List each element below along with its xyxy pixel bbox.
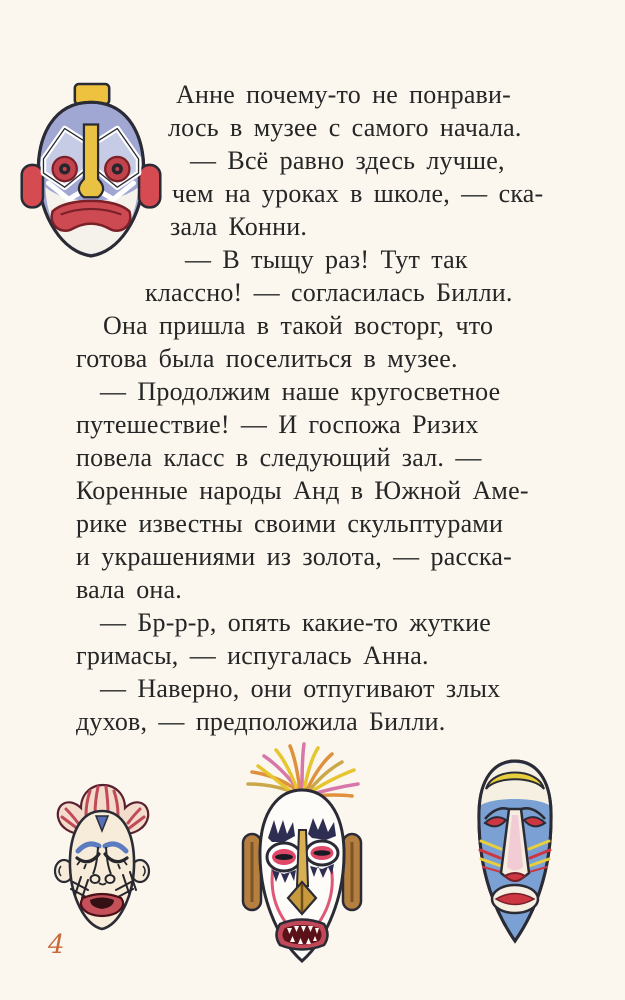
mask-ear-left: [22, 165, 43, 207]
page-number: 4: [48, 930, 65, 960]
blue-oval-mask-illustration: [474, 759, 556, 944]
text-line: зала Конни.: [170, 212, 308, 241]
mask-ear-left: [243, 834, 261, 910]
mask-nose: [297, 830, 308, 886]
text-line: и украшениями из золота, — расска-: [76, 542, 512, 571]
blue-totem-mask-illustration: [20, 82, 162, 260]
text-line: гримасы, — испугалась Анна.: [76, 641, 429, 670]
mask-ear-right: [343, 834, 361, 910]
text-line: классно! — согласилась Билли.: [145, 278, 513, 307]
text-line: — В тыщу раз! Тут так: [185, 245, 468, 274]
text-line: — Наверно, они отпугивают злых: [100, 674, 501, 703]
text-line: духов, — предположила Билли.: [76, 707, 446, 736]
mask-hair-spikes: [248, 744, 358, 796]
text-line: Коренные народы Анд в Южной Аме-: [76, 476, 529, 505]
spiky-hair-mask-illustration: [240, 742, 364, 964]
text-line: чем на уроках в школе, — ска-: [172, 179, 544, 208]
text-line: рике известны своими скульптурами: [76, 509, 504, 538]
text-line: — Всё равно здесь лучше,: [190, 146, 505, 175]
mask-ear-right: [139, 165, 160, 207]
text-line: — Продолжим наше кругосветное: [100, 377, 501, 406]
text-line: — Бр-р-р, опять какие-то жуткие: [100, 608, 491, 637]
text-line: вала она.: [76, 575, 182, 604]
text-line: путешествие! — И госпожа Ризих: [76, 410, 479, 439]
text-line: Она пришла в такой восторг, что: [103, 311, 494, 340]
pink-hair-mask-illustration: [50, 783, 154, 933]
text-line: готова была поселиться в музее.: [76, 344, 458, 373]
text-line: повела класс в следующий зал. —: [76, 443, 482, 472]
text-line: Анне почему-то не понрави-: [176, 80, 512, 109]
text-line: лось в музее с самого начала.: [168, 113, 522, 142]
